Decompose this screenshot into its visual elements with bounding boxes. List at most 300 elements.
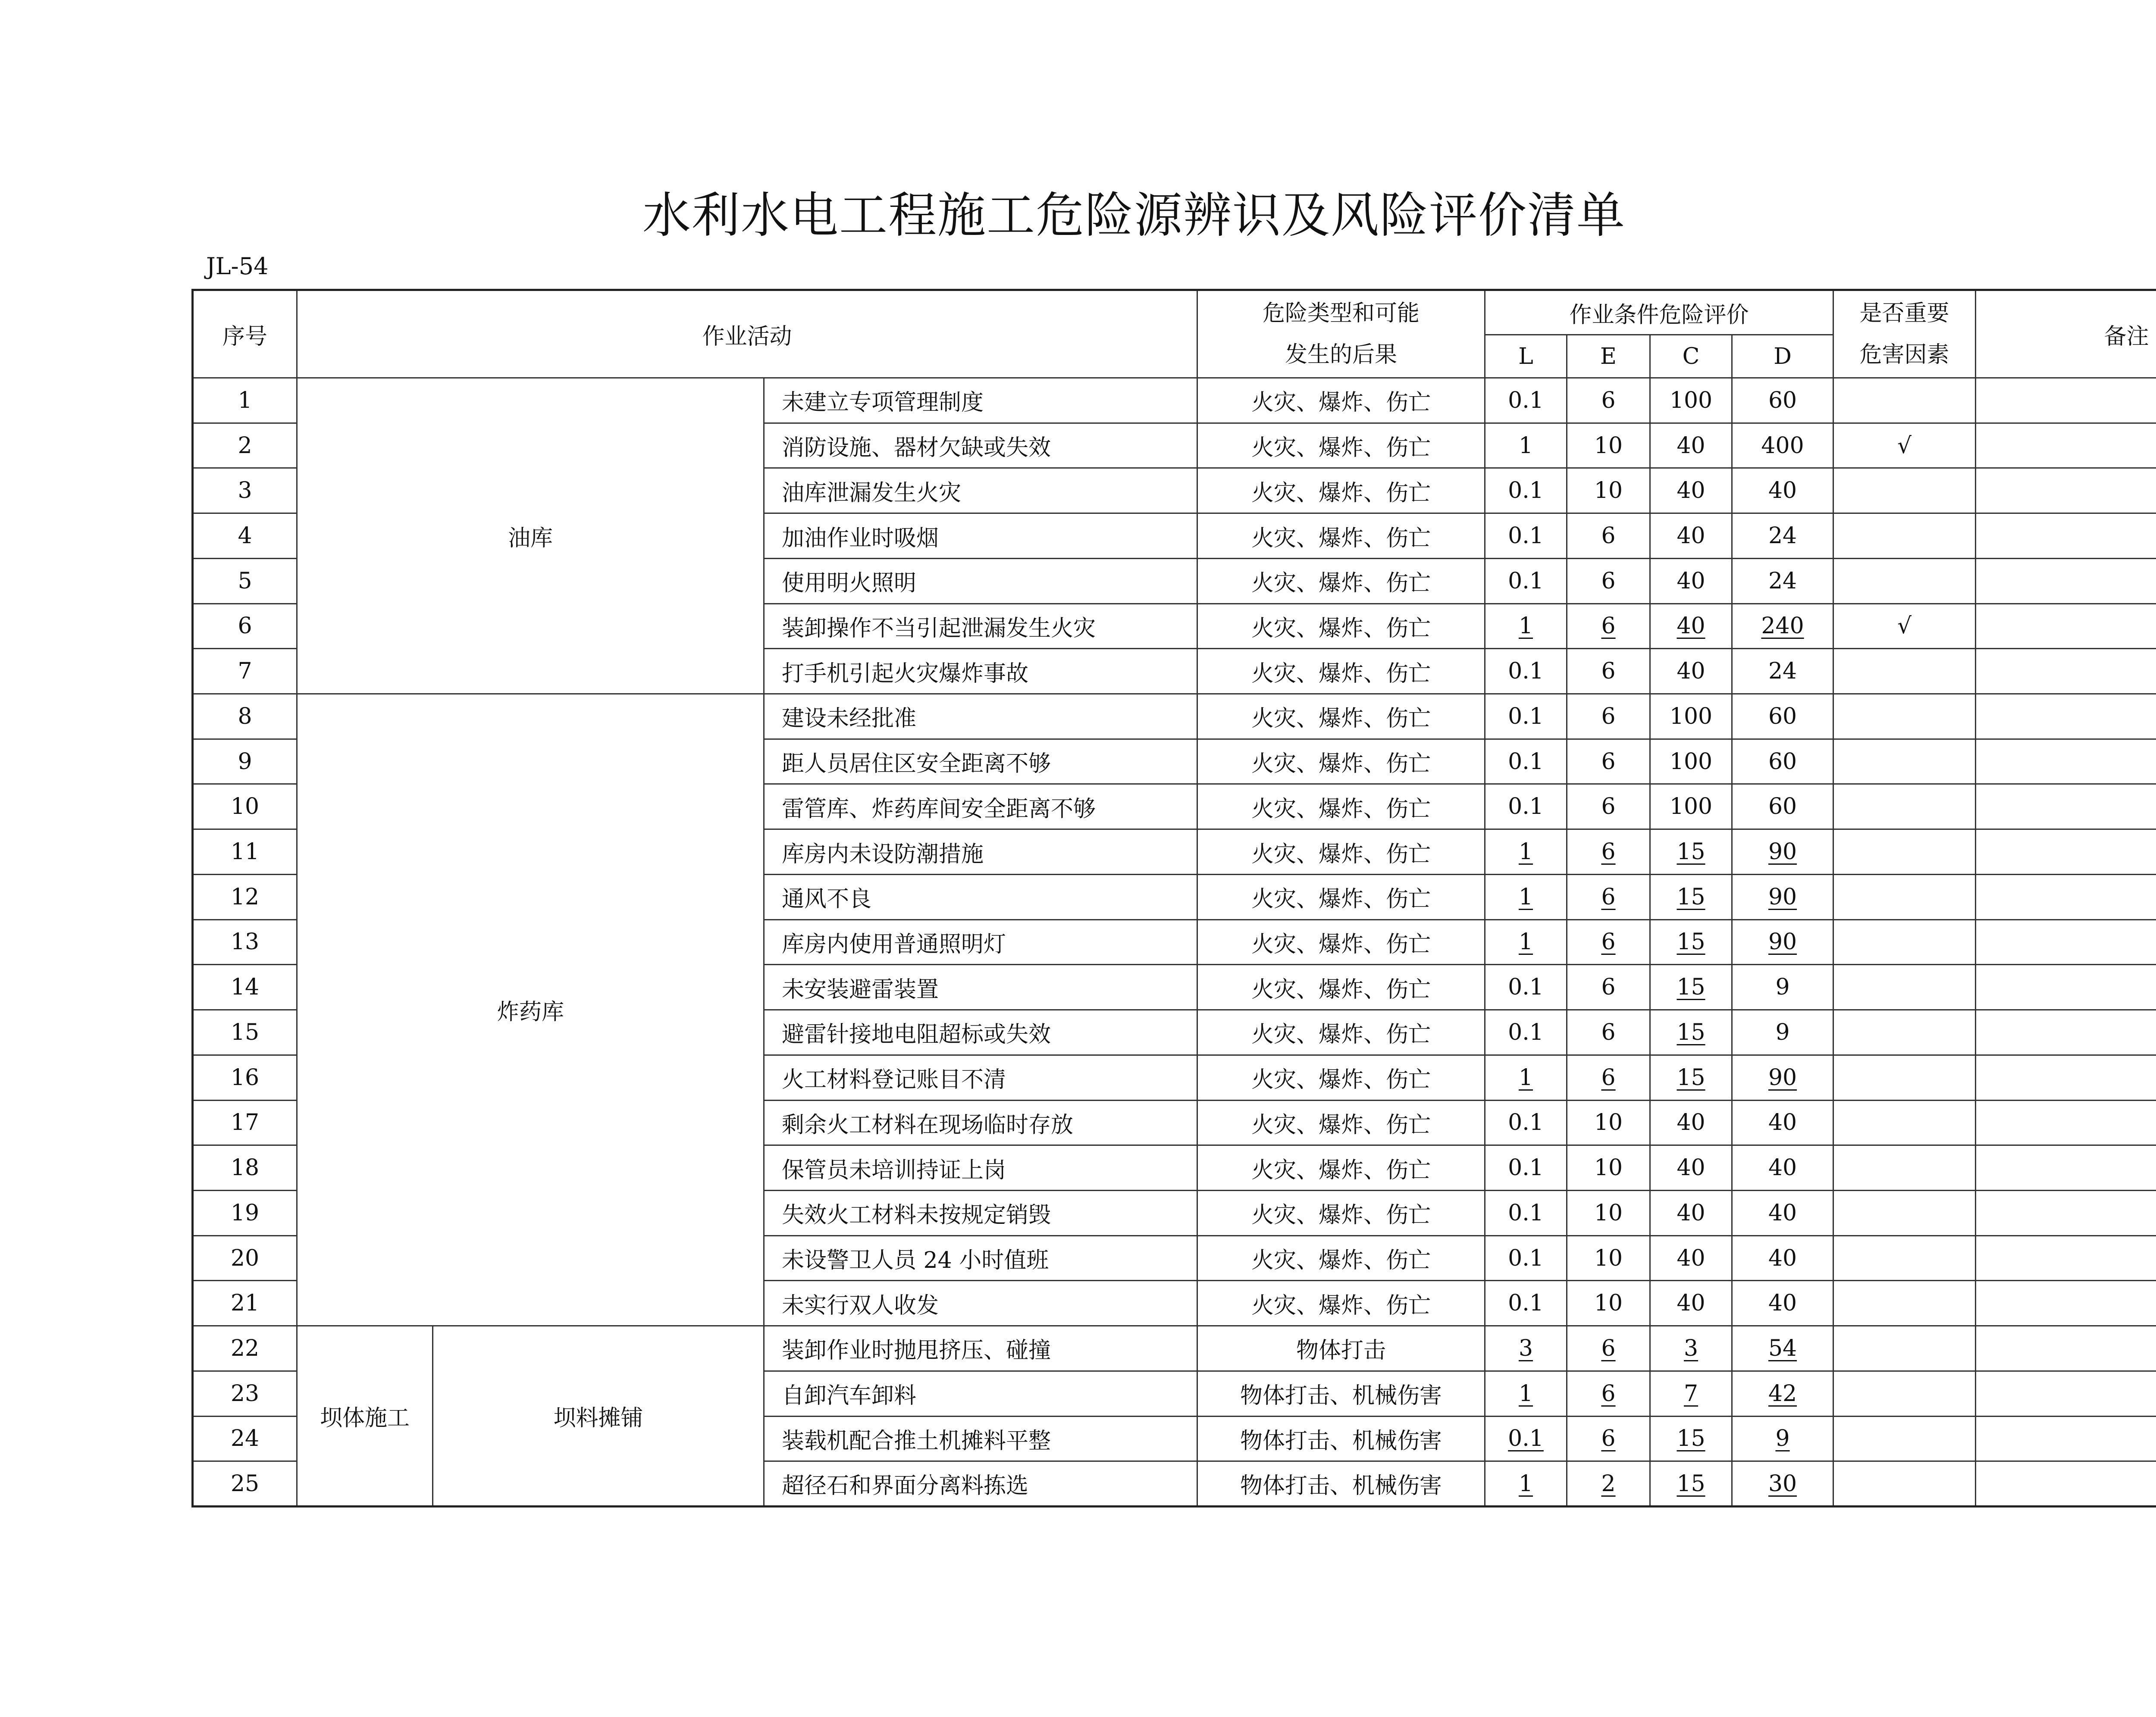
score-c-cell — [1650, 468, 1732, 513]
score-d-value: 24 — [1768, 523, 1797, 549]
score-d-cell — [1732, 1371, 1833, 1416]
score-c-value: 3 — [1683, 1335, 1698, 1361]
important-cell — [1833, 1326, 1976, 1371]
score-d-cell — [1732, 513, 1833, 559]
score-d-cell — [1732, 1281, 1833, 1326]
score-d-cell — [1732, 378, 1833, 423]
important-cell — [1833, 1190, 1976, 1235]
header-type-line2: 发生的后果 — [1285, 342, 1398, 368]
score-e-cell — [1567, 558, 1650, 604]
score-e-value: 10 — [1594, 1200, 1623, 1226]
score-d-value: 54 — [1768, 1335, 1797, 1361]
activity-group-cell: 坝体施工 — [297, 1326, 433, 1507]
hazard-type-cell: 火灾、爆炸、伤亡 — [1197, 919, 1485, 965]
hazard-type-cell: 火灾、爆炸、伤亡 — [1197, 1100, 1485, 1145]
score-e-cell — [1567, 604, 1650, 649]
remark-cell — [1976, 694, 2156, 739]
seq-cell: 19 — [193, 1190, 297, 1235]
hazard-type-cell: 火灾、爆炸、伤亡 — [1197, 829, 1485, 875]
remark-cell — [1976, 604, 2156, 649]
score-e-value: 6 — [1601, 1426, 1616, 1452]
seq-cell: 21 — [193, 1281, 297, 1326]
seq-cell: 5 — [193, 558, 297, 604]
important-cell — [1833, 558, 1976, 604]
score-l-cell — [1485, 829, 1567, 875]
hazard-cell: 装卸作业时抛甩挤压、碰撞 — [764, 1326, 1197, 1371]
score-d-value: 90 — [1768, 839, 1797, 865]
score-e-cell — [1567, 378, 1650, 423]
hazard-cell: 距人员居住区安全距离不够 — [764, 739, 1197, 784]
score-d-value: 60 — [1768, 703, 1797, 729]
score-e-value: 10 — [1594, 478, 1623, 504]
score-d-cell — [1732, 1100, 1833, 1145]
important-cell — [1833, 468, 1976, 513]
score-l-cell — [1485, 1326, 1567, 1371]
score-c-value: 40 — [1677, 523, 1705, 549]
score-e-value: 6 — [1601, 568, 1616, 594]
score-l-value: 0.1 — [1508, 703, 1544, 729]
seq-cell: 15 — [193, 1010, 297, 1055]
score-e-value: 6 — [1601, 839, 1616, 865]
score-c-value: 15 — [1677, 929, 1705, 955]
score-c-cell — [1650, 784, 1732, 829]
score-d-cell — [1732, 1235, 1833, 1281]
score-c-cell — [1650, 423, 1732, 468]
score-l-value: 0.1 — [1508, 794, 1544, 820]
score-c-value: 40 — [1677, 478, 1705, 504]
score-d-value: 40 — [1768, 1245, 1797, 1271]
score-l-value: 0.1 — [1508, 1155, 1544, 1181]
score-e-value: 6 — [1601, 748, 1616, 775]
score-l-cell — [1485, 919, 1567, 965]
score-c-cell — [1650, 1100, 1732, 1145]
score-c-value: 100 — [1669, 794, 1713, 820]
score-e-value: 6 — [1601, 929, 1616, 955]
remark-cell — [1976, 1371, 2156, 1416]
score-c-value: 100 — [1669, 703, 1713, 729]
score-e-value: 6 — [1601, 387, 1616, 413]
score-l-value: 0.1 — [1508, 1426, 1544, 1452]
score-d-cell — [1732, 423, 1833, 468]
seq-cell: 8 — [193, 694, 297, 739]
score-d-value: 9 — [1775, 1019, 1790, 1045]
score-c-value: 100 — [1669, 387, 1713, 413]
score-l-value: 0.1 — [1508, 1290, 1544, 1317]
hazard-cell: 避雷针接地电阻超标或失效 — [764, 1010, 1197, 1055]
hazard-cell: 装载机配合推土机摊料平整 — [764, 1416, 1197, 1461]
score-e-cell — [1567, 1326, 1650, 1371]
remark-cell — [1976, 1055, 2156, 1100]
score-d-cell — [1732, 1461, 1833, 1507]
remark-cell — [1976, 468, 2156, 513]
score-l-cell — [1485, 513, 1567, 559]
score-e-value: 6 — [1601, 1064, 1616, 1091]
remark-cell — [1976, 1461, 2156, 1507]
score-l-value: 1 — [1518, 1470, 1533, 1497]
hazard-cell: 油库泄漏发生火灾 — [764, 468, 1197, 513]
seq-cell: 1 — [193, 378, 297, 423]
score-c-cell — [1650, 1055, 1732, 1100]
remark-cell — [1976, 829, 2156, 875]
score-l-value: 0.1 — [1508, 568, 1544, 594]
activity-group-cell: 炸药库 — [297, 694, 764, 1326]
score-e-value: 10 — [1594, 1155, 1623, 1181]
score-d-value: 60 — [1768, 748, 1797, 775]
score-l-cell — [1485, 1281, 1567, 1326]
score-e-value: 10 — [1594, 1110, 1623, 1136]
hazard-type-cell: 物体打击 — [1197, 1326, 1485, 1371]
score-l-cell — [1485, 604, 1567, 649]
seq-cell: 14 — [193, 965, 297, 1010]
score-d-cell — [1732, 829, 1833, 875]
score-d-value: 40 — [1768, 1155, 1797, 1181]
important-cell — [1833, 784, 1976, 829]
score-l-cell — [1485, 784, 1567, 829]
header-D: D — [1732, 335, 1833, 378]
score-d-value: 90 — [1768, 884, 1797, 910]
hazard-type-cell: 物体打击、机械伤害 — [1197, 1416, 1485, 1461]
score-e-cell — [1567, 739, 1650, 784]
score-e-value: 10 — [1594, 1290, 1623, 1317]
important-cell: √ — [1833, 423, 1976, 468]
score-l-value: 1 — [1518, 929, 1533, 955]
score-e-value: 6 — [1601, 1380, 1616, 1407]
table-body — [193, 378, 2156, 1507]
score-e-cell — [1567, 919, 1650, 965]
seq-cell: 2 — [193, 423, 297, 468]
score-e-cell — [1567, 874, 1650, 919]
hazard-type-cell: 火灾、爆炸、伤亡 — [1197, 874, 1485, 919]
score-e-cell — [1567, 513, 1650, 559]
hazard-cell: 未设警卫人员 24 小时值班 — [764, 1235, 1197, 1281]
score-d-value: 30 — [1768, 1470, 1797, 1497]
score-l-cell — [1485, 1416, 1567, 1461]
score-l-value: 0.1 — [1508, 1110, 1544, 1136]
score-d-value: 240 — [1761, 613, 1804, 639]
score-d-cell — [1732, 874, 1833, 919]
score-d-cell — [1732, 1416, 1833, 1461]
important-cell — [1833, 919, 1976, 965]
score-d-cell — [1732, 1326, 1833, 1371]
score-c-cell — [1650, 1371, 1732, 1416]
score-e-cell — [1567, 1145, 1650, 1191]
remark-cell — [1976, 1416, 2156, 1461]
hazard-cell: 火工材料登记账目不清 — [764, 1055, 1197, 1100]
score-l-value: 0.1 — [1508, 1245, 1544, 1271]
score-d-value: 400 — [1761, 432, 1804, 459]
score-e-value: 6 — [1601, 658, 1616, 685]
important-cell — [1833, 874, 1976, 919]
hazard-type-cell: 火灾、爆炸、伤亡 — [1197, 513, 1485, 559]
remark-cell — [1976, 378, 2156, 423]
activity-subgroup-cell: 坝料摊铺 — [433, 1326, 764, 1507]
score-e-value: 10 — [1594, 1245, 1623, 1271]
score-c-value: 7 — [1683, 1380, 1698, 1407]
score-c-cell — [1650, 1235, 1732, 1281]
score-d-value: 40 — [1768, 1110, 1797, 1136]
hazard-type-cell: 火灾、爆炸、伤亡 — [1197, 1281, 1485, 1326]
hazard-type-cell: 火灾、爆炸、伤亡 — [1197, 1235, 1485, 1281]
hazard-cell: 库房内使用普通照明灯 — [764, 919, 1197, 965]
score-c-cell — [1650, 649, 1732, 694]
seq-cell: 10 — [193, 784, 297, 829]
score-c-cell — [1650, 1190, 1732, 1235]
score-d-value: 9 — [1775, 974, 1790, 1001]
score-c-value: 15 — [1677, 1470, 1705, 1497]
seq-cell: 4 — [193, 513, 297, 559]
score-d-cell — [1732, 784, 1833, 829]
score-d-cell — [1732, 1145, 1833, 1191]
hazard-cell: 未实行双人收发 — [764, 1281, 1197, 1326]
activity-group-cell: 油库 — [297, 378, 764, 694]
score-c-cell — [1650, 739, 1732, 784]
header-important-line2: 危害因素 — [1859, 342, 1949, 368]
remark-cell — [1976, 965, 2156, 1010]
seq-cell: 7 — [193, 649, 297, 694]
score-e-cell — [1567, 1235, 1650, 1281]
header-eval: 作业条件危险评价 — [1485, 290, 1833, 335]
hazard-type-cell: 火灾、爆炸、伤亡 — [1197, 1145, 1485, 1191]
important-cell — [1833, 1281, 1976, 1326]
important-cell — [1833, 649, 1976, 694]
score-l-value: 1 — [1518, 884, 1533, 910]
score-e-cell — [1567, 1010, 1650, 1055]
document-code: JL-54 — [206, 253, 269, 280]
score-c-value: 40 — [1677, 1290, 1705, 1317]
remark-cell — [1976, 1010, 2156, 1055]
seq-cell: 20 — [193, 1235, 297, 1281]
hazard-type-cell: 火灾、爆炸、伤亡 — [1197, 739, 1485, 784]
score-l-value: 0.1 — [1508, 658, 1544, 685]
score-c-value: 15 — [1677, 884, 1705, 910]
remark-cell — [1976, 1281, 2156, 1326]
hazard-cell: 消防设施、器材欠缺或失效 — [764, 423, 1197, 468]
score-d-value: 9 — [1775, 1426, 1790, 1452]
score-e-cell — [1567, 1190, 1650, 1235]
score-d-cell — [1732, 739, 1833, 784]
seq-cell: 6 — [193, 604, 297, 649]
important-cell — [1833, 1010, 1976, 1055]
hazard-cell: 保管员未培训持证上岗 — [764, 1145, 1197, 1191]
score-d-value: 40 — [1768, 1200, 1797, 1226]
hazard-cell: 未建立专项管理制度 — [764, 378, 1197, 423]
hazard-type-cell: 火灾、爆炸、伤亡 — [1197, 694, 1485, 739]
score-l-value: 0.1 — [1508, 523, 1544, 549]
score-d-value: 42 — [1768, 1380, 1797, 1407]
score-l-cell — [1485, 1371, 1567, 1416]
hazard-type-cell: 火灾、爆炸、伤亡 — [1197, 649, 1485, 694]
score-e-value: 6 — [1601, 1335, 1616, 1361]
score-c-value: 40 — [1677, 658, 1705, 685]
hazard-type-cell: 火灾、爆炸、伤亡 — [1197, 558, 1485, 604]
score-d-cell — [1732, 604, 1833, 649]
remark-cell — [1976, 1145, 2156, 1191]
table-row — [193, 378, 2156, 423]
score-l-value: 1 — [1518, 839, 1533, 865]
score-l-value: 0.1 — [1508, 1019, 1544, 1045]
hazard-type-cell: 火灾、爆炸、伤亡 — [1197, 1010, 1485, 1055]
score-d-cell — [1732, 1190, 1833, 1235]
table-row — [193, 1326, 2156, 1371]
remark-cell — [1976, 423, 2156, 468]
hazard-cell: 自卸汽车卸料 — [764, 1371, 1197, 1416]
hazard-type-cell: 火灾、爆炸、伤亡 — [1197, 423, 1485, 468]
score-d-value: 90 — [1768, 1064, 1797, 1091]
header-type — [1197, 290, 1485, 378]
score-l-cell — [1485, 1235, 1567, 1281]
hazard-cell: 建设未经批准 — [764, 694, 1197, 739]
header-remark: 备注 — [1976, 290, 2156, 378]
score-d-value: 40 — [1768, 1290, 1797, 1317]
score-e-value: 6 — [1601, 884, 1616, 910]
score-e-cell — [1567, 1055, 1650, 1100]
score-l-value: 0.1 — [1508, 748, 1544, 775]
important-cell — [1833, 829, 1976, 875]
score-l-value: 1 — [1518, 613, 1533, 639]
remark-cell — [1976, 558, 2156, 604]
score-l-cell — [1485, 378, 1567, 423]
hazard-cell: 装卸操作不当引起泄漏发生火灾 — [764, 604, 1197, 649]
hazard-cell: 未安装避雷装置 — [764, 965, 1197, 1010]
score-e-cell — [1567, 423, 1650, 468]
hazard-type-cell: 火灾、爆炸、伤亡 — [1197, 468, 1485, 513]
score-l-cell — [1485, 1055, 1567, 1100]
page-title: 水利水电工程施工危险源辨识及风险评价清单 — [642, 188, 1626, 244]
score-c-value: 15 — [1677, 839, 1705, 865]
score-l-cell — [1485, 874, 1567, 919]
seq-cell: 17 — [193, 1100, 297, 1145]
seq-cell: 18 — [193, 1145, 297, 1191]
score-e-cell — [1567, 1371, 1650, 1416]
seq-cell: 23 — [193, 1371, 297, 1416]
score-e-cell — [1567, 1100, 1650, 1145]
header-seq: 序号 — [193, 290, 297, 378]
score-c-value: 40 — [1677, 1200, 1705, 1226]
hazard-type-cell: 火灾、爆炸、伤亡 — [1197, 1190, 1485, 1235]
score-l-cell — [1485, 1190, 1567, 1235]
seq-cell: 9 — [193, 739, 297, 784]
score-c-cell — [1650, 378, 1732, 423]
hazard-type-cell: 物体打击、机械伤害 — [1197, 1461, 1485, 1507]
score-c-value: 15 — [1677, 1064, 1705, 1091]
score-c-cell — [1650, 919, 1732, 965]
score-c-cell — [1650, 1281, 1732, 1326]
score-e-value: 2 — [1601, 1470, 1616, 1497]
important-cell: √ — [1833, 604, 1976, 649]
score-c-cell — [1650, 874, 1732, 919]
score-e-cell — [1567, 1281, 1650, 1326]
score-c-cell — [1650, 1326, 1732, 1371]
hazard-cell: 失效火工材料未按规定销毁 — [764, 1190, 1197, 1235]
remark-cell — [1976, 739, 2156, 784]
score-e-cell — [1567, 784, 1650, 829]
score-c-value: 40 — [1677, 1110, 1705, 1136]
important-cell — [1833, 1055, 1976, 1100]
important-cell — [1833, 1145, 1976, 1191]
hazard-type-cell: 火灾、爆炸、伤亡 — [1197, 1055, 1485, 1100]
score-e-value: 10 — [1594, 432, 1623, 459]
score-e-value: 6 — [1601, 703, 1616, 729]
important-cell — [1833, 1235, 1976, 1281]
score-d-value: 60 — [1768, 794, 1797, 820]
score-c-cell — [1650, 1461, 1732, 1507]
score-e-value: 6 — [1601, 523, 1616, 549]
header-E: E — [1567, 335, 1650, 378]
score-l-cell — [1485, 1010, 1567, 1055]
score-c-cell — [1650, 1145, 1732, 1191]
score-l-cell — [1485, 649, 1567, 694]
score-d-value: 90 — [1768, 929, 1797, 955]
seq-cell: 22 — [193, 1326, 297, 1371]
important-cell — [1833, 1100, 1976, 1145]
important-cell — [1833, 965, 1976, 1010]
score-e-cell — [1567, 829, 1650, 875]
remark-cell — [1976, 919, 2156, 965]
header-L: L — [1485, 335, 1567, 378]
score-d-cell — [1732, 468, 1833, 513]
header-C: C — [1650, 335, 1732, 378]
score-d-cell — [1732, 558, 1833, 604]
score-l-cell — [1485, 423, 1567, 468]
remark-cell — [1976, 1190, 2156, 1235]
hazard-cell: 打手机引起火灾爆炸事故 — [764, 649, 1197, 694]
hazard-type-cell: 火灾、爆炸、伤亡 — [1197, 604, 1485, 649]
remark-cell — [1976, 1235, 2156, 1281]
score-d-cell — [1732, 965, 1833, 1010]
score-l-value: 3 — [1518, 1335, 1533, 1361]
hazard-type-cell: 火灾、爆炸、伤亡 — [1197, 784, 1485, 829]
score-d-cell — [1732, 1010, 1833, 1055]
score-l-cell — [1485, 965, 1567, 1010]
score-d-cell — [1732, 649, 1833, 694]
header-activity: 作业活动 — [297, 290, 1197, 378]
score-e-cell — [1567, 468, 1650, 513]
score-c-cell — [1650, 558, 1732, 604]
score-d-value: 24 — [1768, 658, 1797, 685]
important-cell — [1833, 1371, 1976, 1416]
score-e-value: 6 — [1601, 613, 1616, 639]
score-d-cell — [1732, 919, 1833, 965]
score-c-cell — [1650, 694, 1732, 739]
score-c-value: 40 — [1677, 613, 1705, 639]
score-c-cell — [1650, 829, 1732, 875]
score-l-value: 0.1 — [1508, 478, 1544, 504]
score-c-cell — [1650, 604, 1732, 649]
score-l-cell — [1485, 739, 1567, 784]
score-d-value: 24 — [1768, 568, 1797, 594]
important-cell — [1833, 1461, 1976, 1507]
seq-cell: 24 — [193, 1416, 297, 1461]
score-c-cell — [1650, 1416, 1732, 1461]
important-cell — [1833, 739, 1976, 784]
important-cell — [1833, 513, 1976, 559]
remark-cell — [1976, 784, 2156, 829]
score-c-value: 40 — [1677, 1155, 1705, 1181]
score-c-cell — [1650, 1010, 1732, 1055]
score-c-value: 100 — [1669, 748, 1713, 775]
score-l-value: 0.1 — [1508, 387, 1544, 413]
seq-cell: 13 — [193, 919, 297, 965]
seq-cell: 11 — [193, 829, 297, 875]
important-cell — [1833, 694, 1976, 739]
hazard-cell: 超径石和界面分离料拣选 — [764, 1461, 1197, 1507]
header-type-line1: 危险类型和可能 — [1263, 300, 1420, 326]
hazard-type-cell: 火灾、爆炸、伤亡 — [1197, 378, 1485, 423]
score-e-value: 6 — [1601, 794, 1616, 820]
score-l-value: 1 — [1518, 1380, 1533, 1407]
score-l-cell — [1485, 468, 1567, 513]
hazard-cell: 剩余火工材料在现场临时存放 — [764, 1100, 1197, 1145]
